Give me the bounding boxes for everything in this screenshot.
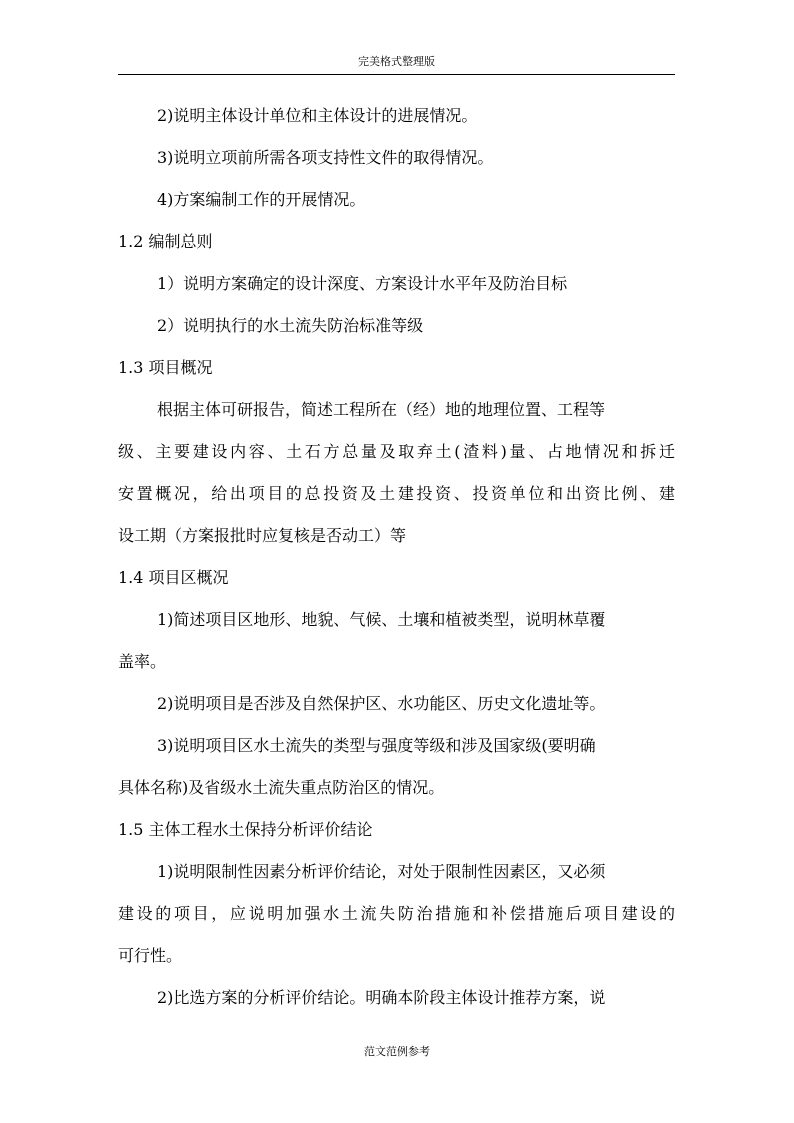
paragraph-line: 2)比选方案的分析评价结论。明确本阶段主体设计推荐方案，说 xyxy=(157,988,606,1007)
paragraph-line: 设工期（方案报批时应复核是否动工）等 xyxy=(118,526,407,545)
paragraph-line: 根据主体可研报告，简述工程所在（经）地的地理位置、工程等 xyxy=(157,400,606,419)
paragraph-line: 2)说明主体设计单位和主体设计的进展情况。 xyxy=(157,106,478,125)
paragraph-line: 4)方案编制工作的开展情况。 xyxy=(157,190,366,209)
paragraph-line: 3)说明立项前所需各项支持性文件的取得情况。 xyxy=(157,148,494,167)
paragraph-line: 安置概况，给出项目的总投资及土建投资、投资单位和出资比例、建 xyxy=(118,484,675,503)
section-heading: 1.3 项目概况 xyxy=(118,358,213,377)
paragraph-line: 盖率。 xyxy=(118,652,167,671)
section-heading: 1.4 项目区概况 xyxy=(118,568,229,587)
paragraph-line: 具体名称)及省级水土流失重点防治区的情况。 xyxy=(118,778,445,797)
paragraph-line: 2）说明执行的水土流失防治标准等级 xyxy=(157,316,424,335)
section-heading: 1.2 编制总则 xyxy=(118,232,213,251)
section-heading: 1.5 主体工程水土保持分析评价结论 xyxy=(118,820,373,839)
paragraph-line: 1)说明限制性因素分析评价结论，对处于限制性因素区，又必须 xyxy=(157,862,606,881)
paragraph-line: 级、主要建设内容、土石方总量及取弃土(渣料)量、占地情况和拆迁 xyxy=(118,442,675,461)
paragraph-line: 建设的项目，应说明加强水土流失防治措施和补偿措施后项目建设的 xyxy=(118,904,675,923)
paragraph-line: 3)说明项目区水土流失的类型与强度等级和涉及国家级(要明确 xyxy=(157,736,596,755)
paragraph-line: 2)说明项目是否涉及自然保护区、水功能区、历史文化遗址等。 xyxy=(157,694,606,713)
paragraph-line: 1)简述项目区地形、地貌、气候、土壤和植被类型，说明林草覆 xyxy=(157,610,606,629)
page-header: 完美格式整理版 xyxy=(118,54,675,75)
page-footer: 范文范例参考 xyxy=(364,1045,430,1058)
paragraph-line: 可行性。 xyxy=(118,946,183,965)
paragraph-line: 1）说明方案确定的设计深度、方案设计水平年及防治目标 xyxy=(157,274,568,293)
